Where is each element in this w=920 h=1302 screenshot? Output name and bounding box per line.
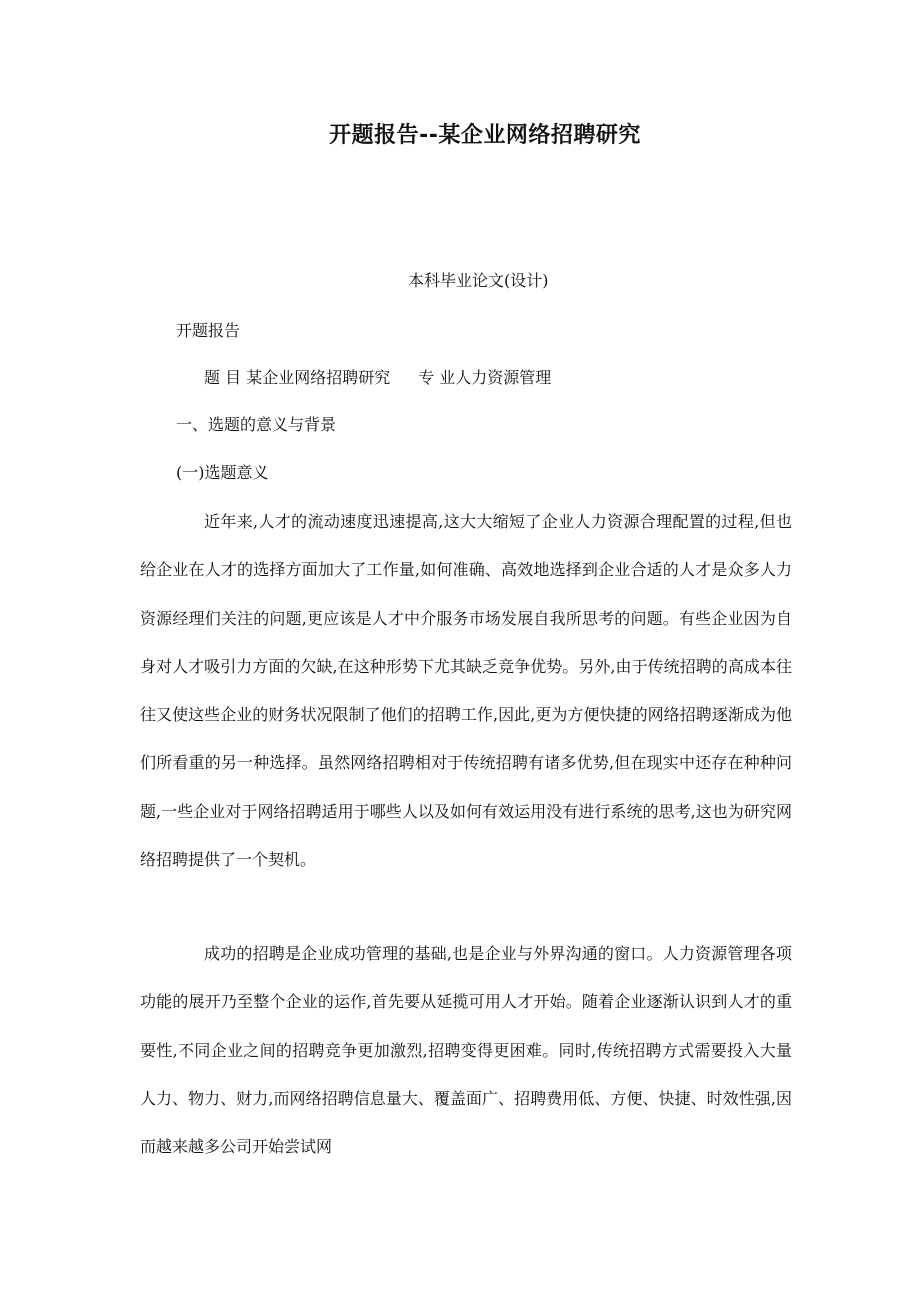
- body-paragraph-2: 成功的招聘是企业成功管理的基础,也是企业与外界沟通的窗口。人力资源管理各项功能的展开乃至整个企业的运作,首先要从延揽可用人才开始。随着企业逐渐认识到人才的重要性,不同企业之间的招聘竞争更加激烈,招聘变得更困难。同时,传统招聘方式需要投入大量人力、物力、财力,而网络招聘信息量大、覆盖面广、招聘费用低、方便、快捷、时效性强,因而越来越多公司开始尝试网: [140, 944, 792, 1157]
- section-heading: 一、选题的意义与背景: [176, 415, 337, 434]
- topic-major-line: [204, 365, 551, 391]
- document-subtitle: 本科毕业论文(设计): [408, 271, 549, 290]
- report-label: 开题报告: [176, 321, 241, 340]
- subsection-heading: (一)选题意义: [176, 463, 269, 482]
- document-title: 开题报告--某企业网络招聘研究: [329, 123, 641, 148]
- topic-value: 某企业网络招聘研究: [246, 368, 391, 387]
- body-paragraph-1: 近年来,人才的流动速度迅速提高,这大大缩短了企业人力资源合理配置的过程,但也给企业在人才的选择方面加大了工作量,如何准确、高效地选择到企业合适的人才是众多人力资源经理们关注的问题,更应该是人才中介服务市场发展自我所思考的问题。有些企业因为自身对人才吸引力方面的欠缺,在这种形势下尤其缺乏竞争优势。另外,由于传统招聘的高成本往往又使这些企业的财务状况限制了他们的招聘工作,因此,更为方便快捷的网络招聘逐渐成为他们所看重的另一种选择。虽然网络招聘相对于传统招聘有诸多优势,但在现实中还存在种种问题,一些企业对于网络招聘适用于哪些人以及如何有效运用没有进行系统的思考,这也为研究网络招聘提供了一个契机。: [140, 512, 792, 870]
- major-value: 人力资源管理: [455, 368, 552, 387]
- topic-label: 题 目: [204, 368, 242, 387]
- major-label: 专 业: [418, 368, 456, 387]
